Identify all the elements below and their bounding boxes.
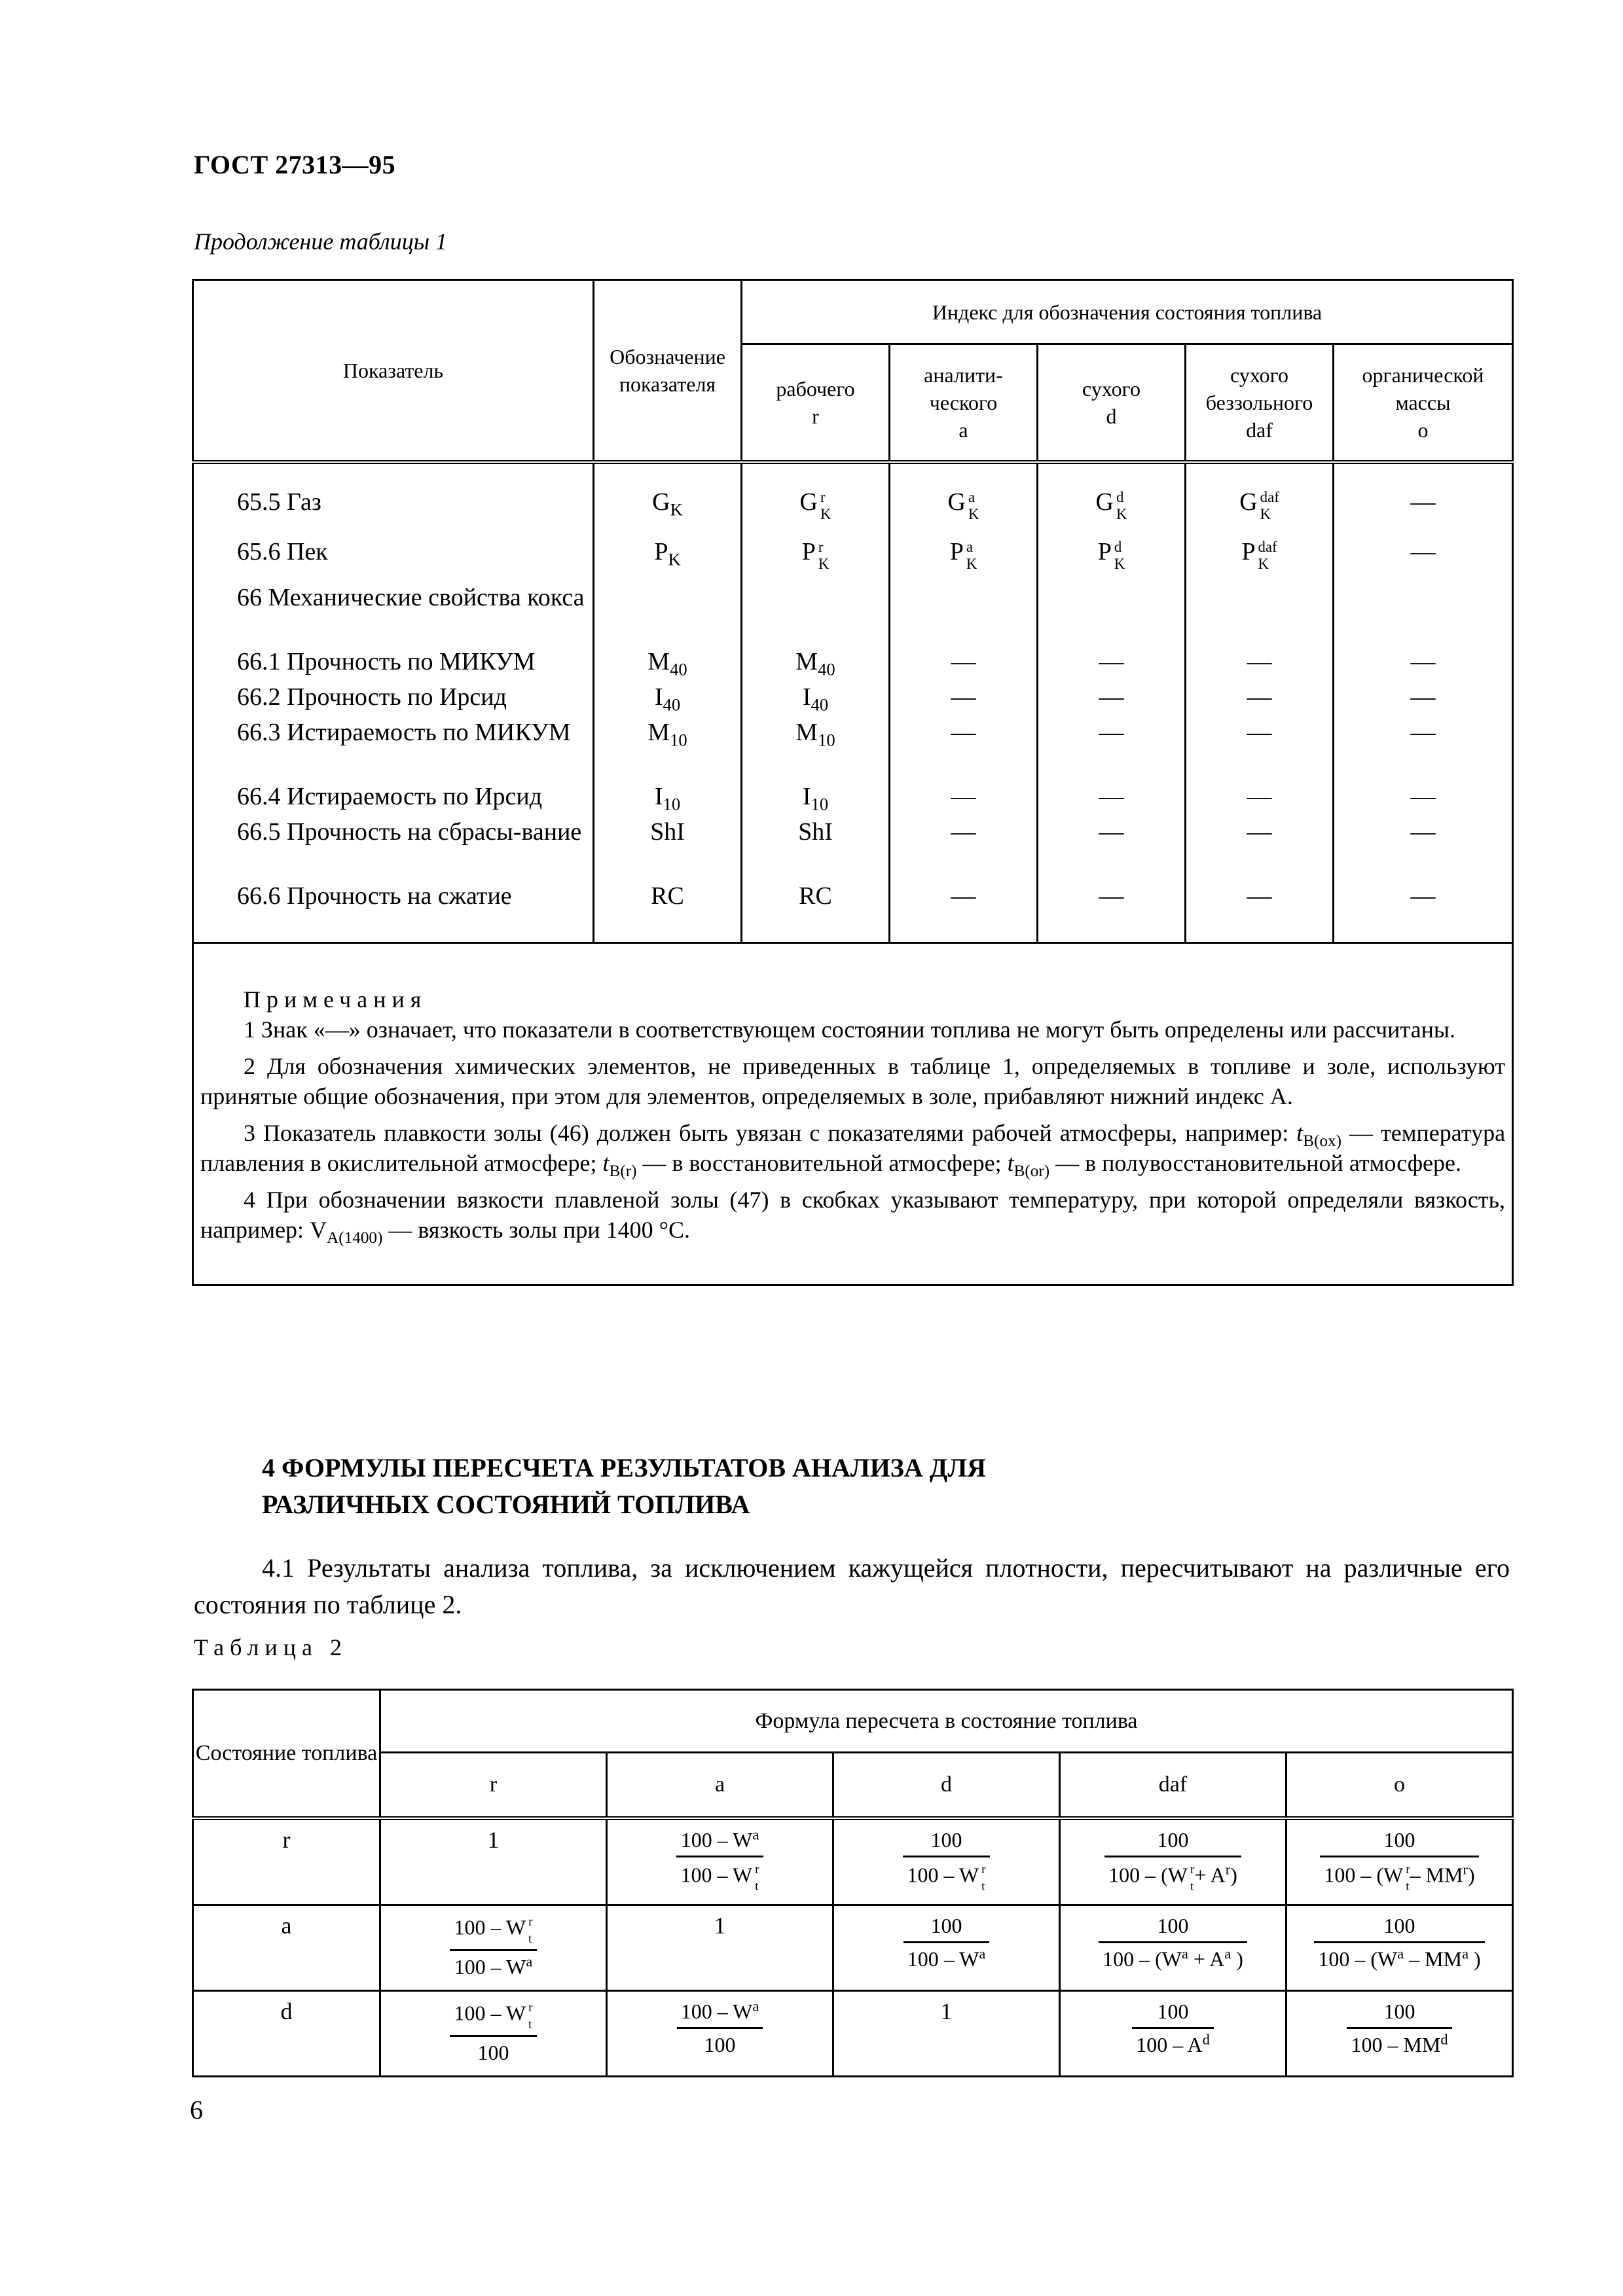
table-row: 65.5 Газ $G_K$ G r K G a K G d K G daf K — <box>193 488 1513 537</box>
note-1: 1 Знак «—» означает, что показатели в соответствующем состоянии топлива не могут быть определены или рассчитаны. <box>244 1016 1456 1043</box>
note-2: 2 Для обозначения химических элементов, не приведенных в таблице 1, определяемых в топливе и золе, используют принятые общие обозначения, при этом для элементов, определяемых в золе, прибавляют нижний индекс А. <box>200 1052 1506 1109</box>
col-o: o <box>1286 1753 1513 1819</box>
table1-caption: Продолжение таблицы 1 <box>194 228 448 255</box>
table-row: 66.3 Истираемость по МИКУМ $M_{10}$ $M_{10}$ — — — — <box>193 718 1513 782</box>
page-number: 6 <box>190 2095 203 2125</box>
header-designation: Обозначение показателя <box>594 280 742 462</box>
col-a: a <box>607 1753 833 1819</box>
header-formula: Формула пересчета в состояние топлива <box>380 1690 1513 1753</box>
table-row: 66 Механические свойства кокса <box>193 583 1513 647</box>
table-row: a 100 – W r t $100 - W^a$ 1 $\frac{100}{100 - W^a}$ $\frac{100}{100 - (W^a + A^a )}$ $\frac{100}{100 - (W^a - MM^a )}$ <box>193 1905 1513 1991</box>
table-notes <box>193 942 1513 1285</box>
notes-title: Примечания <box>244 986 428 1013</box>
col-daf: daf <box>1060 1753 1286 1819</box>
document-header: ГОСТ 27313—95 <box>194 150 396 179</box>
paragraph-4-1: 4.1 Результаты анализа топлива, за исключением кажущейся плотности, пересчитывают на различные его состояния по таблице 2. <box>194 1553 1510 1619</box>
section-heading: 4 ФОРМУЛЫ ПЕРЕСЧЕТА РЕЗУЛЬТАТОВ АНАЛИЗА ДЛЯ РАЗЛИЧНЫХ СОСТОЯНИЙ ТОПЛИВА <box>262 1453 987 1519</box>
table2-caption: Таблица 2 <box>194 1634 348 1660</box>
table-row: r 1 $100 - W^a$ 100 – W r t 100 100 – W r t 100 100 – (W r t + $A^r$) 100 100 – (W r t – $MM^r$) <box>193 1818 1513 1905</box>
header-state-o: органической массы o <box>1334 344 1513 462</box>
table-row: 66.1 Прочность по МИКУМ $M_{40}$ $M_{40}$ — — — — <box>193 647 1513 683</box>
col-r: r <box>380 1753 607 1819</box>
header-state-r: рабочего r <box>742 344 890 462</box>
header-indicator: Показатель <box>193 280 594 462</box>
table-row: d 100 – W r t 100 $\frac{100 - W^a}{100}$ 1 $\frac{100}{100 - A^d}$ $\frac{100}{100 - MM^d}$ <box>193 1991 1513 2077</box>
table-row: 66.6 Прочность на сжатие RC RC — — — — <box>193 882 1513 943</box>
table2 <box>192 1689 1514 2077</box>
table-row: 66.5 Прочность на сбрасы-вание ShI ShI — — — — <box>193 817 1513 882</box>
col-d: d <box>833 1753 1060 1819</box>
table-row: 66.2 Прочность по Ирсид $I_{40}$ $I_{40}$ — — — — <box>193 683 1513 718</box>
table1 <box>192 279 1514 1286</box>
header-state: Состояние топлива <box>193 1690 380 1819</box>
header-state-d: сухого d <box>1038 344 1186 462</box>
table-row: 65.6 Пек $P_K$ P r K P a K P d K P daf K — <box>193 537 1513 583</box>
header-state-daf: сухого беззольного daf <box>1186 344 1334 462</box>
note-4: 4 При обозначении вязкости плавленой золы (47) в скобках указывают температуру, при которой определяли вязкость, например: $V_{A(1400)}$ — вязкость золы при 1400 °С. <box>200 1186 1506 1247</box>
note-3: 3 Показатель плавкости золы (46) должен быть увязан с показателями рабочей атмосферы, например: $t_{B(ox)}$ — температура плавления в окислительной атмосфере; $t_{B(r)}$ — в восстановительной атмосфере; $t_{B(or)}$ — в полувосстановительной атмосфере. <box>200 1119 1506 1180</box>
header-index-group: Индекс для обозначения состояния топлива <box>742 280 1513 344</box>
header-state-a: аналити-ческого a <box>890 344 1038 462</box>
table-row: 66.4 Истираемость по Ирсид $I_{10}$ $I_{10}$ — — — — <box>193 782 1513 817</box>
